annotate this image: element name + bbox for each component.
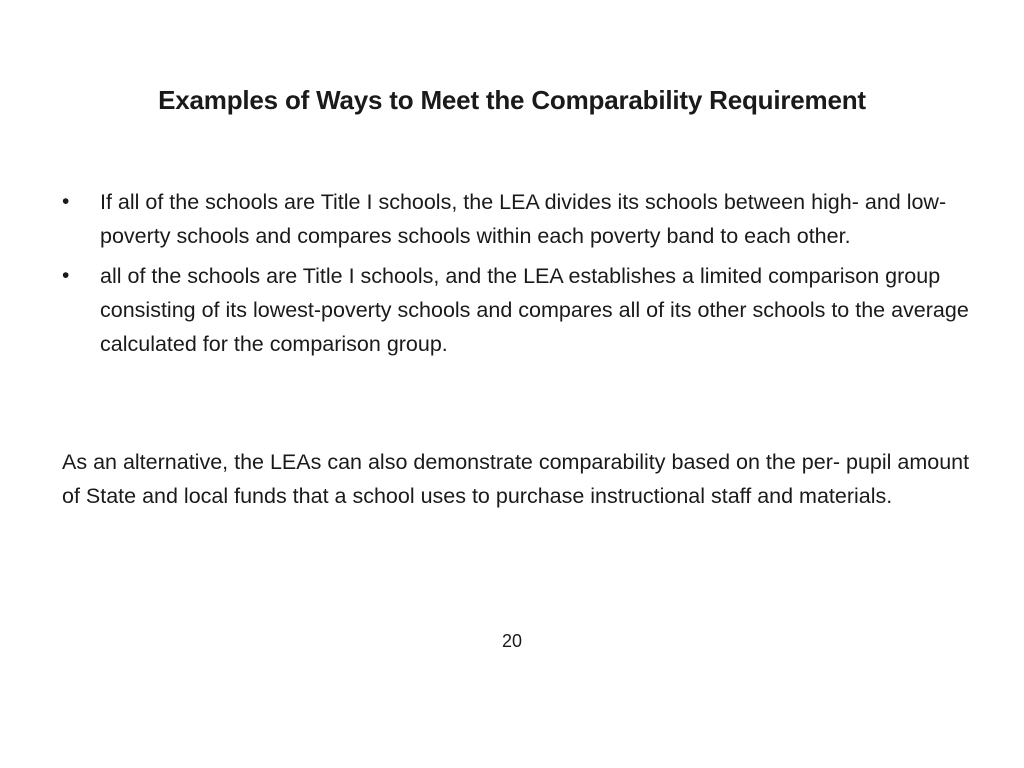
bullet-item-2 [62,259,982,361]
bullet-text-1: If all of the schools are Title I schools, the LEA divides its schools between high- and low-poverty schools and compares schools within each poverty band to each other. [100,190,947,248]
bullet-dot-icon: • [62,190,70,213]
bullet-text-2: all of the schools are Title I schools, and the LEA establishes a limited comparison group consisting of its lowest-poverty schools and compares all of its other schools to the average calculated for the comparison group. [100,264,969,356]
bullet-item-1 [62,185,982,253]
bullet-dot-icon: • [62,264,70,287]
bullet-list [62,185,982,367]
slide-title: Examples of Ways to Meet the Comparability Requirement [158,85,866,115]
alternative-paragraph: As an alternative, the LEAs can also demonstrate comparability based on the per- pupil amount of State and local funds that a school uses to purchase instructional staff and materials. [62,450,970,508]
page-number: 20 [501,631,523,651]
